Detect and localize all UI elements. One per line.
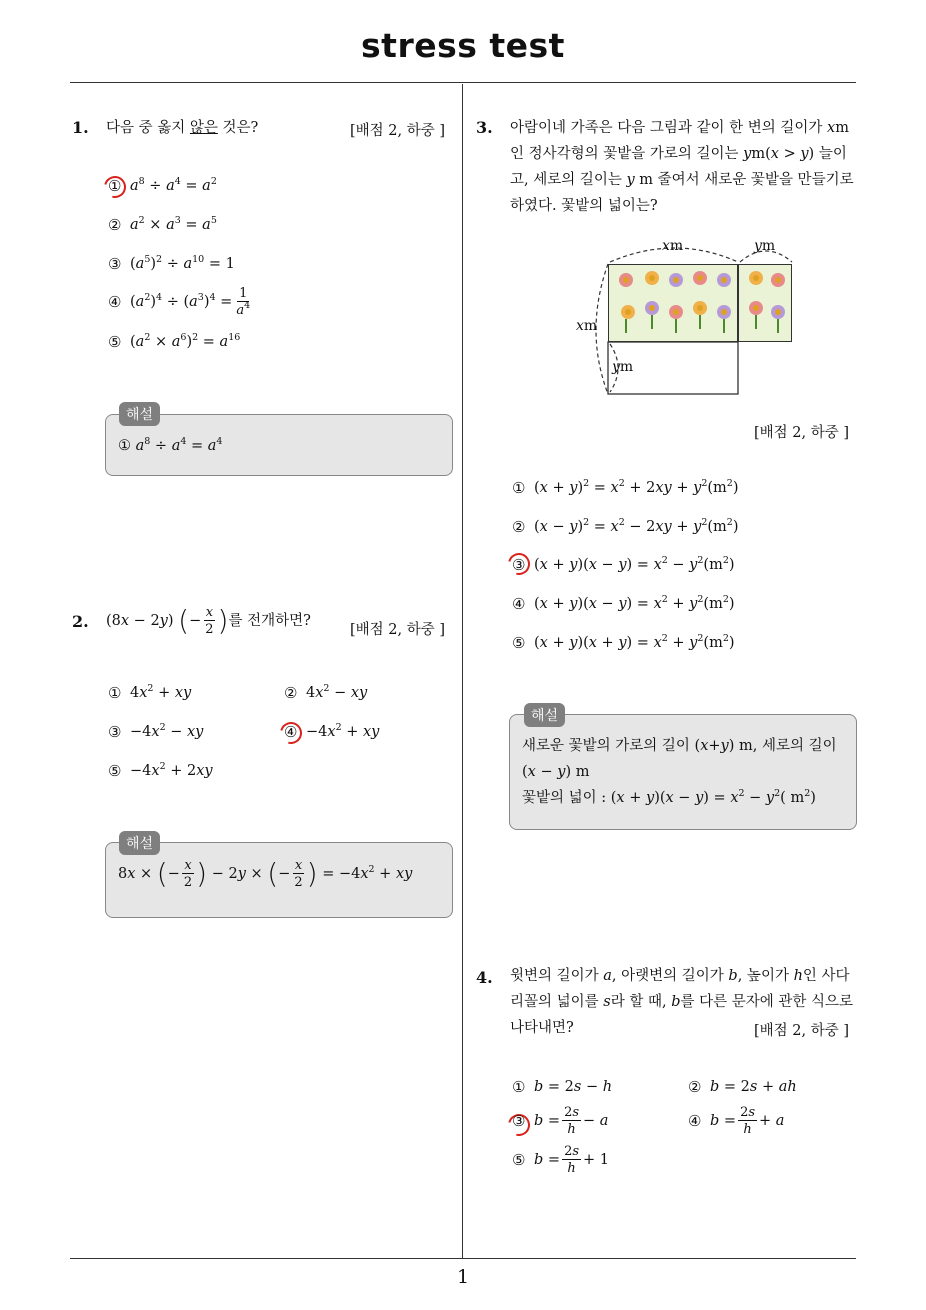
q3-text: 아람이네 가족은 다음 그림과 같이 한 변의 길이가 xm 인 정사각형의 꽃밭을 가로의 길이는 ym(x > y) 늘이 고, 세로의 길이는 y m 줄여서 새로운 꽃밭을 만들기로 하였다. 꽃밭의 넓이는?	[510, 120, 854, 214]
q1-solution-text: ① $a^8 \div a^4 = a^4$	[118, 436, 223, 454]
flower-icon	[717, 273, 731, 287]
q3-option-5[interactable]: ⑤ $(x + y)(x + y) = x^2 + y^2(m^2)$	[512, 633, 735, 652]
flower-icon	[771, 305, 785, 319]
q1-number: 1.	[72, 118, 89, 137]
flower-icon	[749, 301, 763, 315]
q2-option-5[interactable]: ⑤ $-4x^2 + 2xy$	[108, 761, 213, 780]
flower-icon	[619, 273, 633, 287]
q3-label-y-left: ym	[612, 359, 634, 375]
q3-solution-tag: 해설	[524, 703, 565, 727]
flower-icon	[645, 301, 659, 315]
q2-option-4[interactable]: ④ $-4x^2$ + xy	[284, 722, 380, 741]
q3-flower-grid	[608, 264, 792, 342]
q2-score: [배점 2, 하중 ]	[350, 622, 446, 638]
flower-icon	[771, 273, 785, 287]
header-rule	[70, 82, 856, 83]
flower-icon	[717, 305, 731, 319]
q1-option-5[interactable]: ⑤ $(a^2 \times a^6)^2 = a^{16}$	[108, 332, 241, 351]
q3-flowerbed-figure	[570, 236, 810, 398]
column-divider	[462, 84, 463, 1258]
q3-solution-text: 새로운 꽃밭의 가로의 길이 (x+y) m, 세로의 길이 (x − y) m 꽃밭의 넓이 : $(x + y)(x - y) = x^2 - y^2$( $m^2$)	[522, 738, 837, 806]
q4-number: 4.	[476, 968, 493, 987]
footer-rule	[70, 1258, 856, 1259]
q4-option-3[interactable]: ③ b = $\frac{2s}{h}$ − a	[512, 1105, 609, 1137]
q1-option-4[interactable]: ④ $(a^2)^4 \div (a^3)^4$ = $\frac{1}{a^4}$	[108, 286, 251, 318]
flower-icon	[693, 271, 707, 285]
q2-solution-text: 8x × ( − $\frac{x}{2}$ ) − 2y × ( − $\frac{x}{2}$ ) = $-4x^2$ + xy	[118, 857, 413, 890]
q3-score: [배점 2, 하중 ]	[754, 425, 850, 441]
flower-icon	[693, 301, 707, 315]
q1-option-1[interactable]: ① $a^8 \div a^4 = a^2$	[108, 176, 217, 195]
page-title: stress test	[361, 26, 565, 65]
q2-text: (8x − 2y) ( − $\frac{x}{2}$ ) 를 전개하면?	[106, 604, 311, 637]
q3-option-3[interactable]: ③ $(x + y)(x - y) = x^2 - y^2(m^2)$	[512, 555, 735, 574]
q1-text: 다음 중 옳지 않은 것은?	[106, 120, 259, 136]
q4-score: [배점 2, 하중 ]	[754, 1023, 850, 1039]
q4-option-1[interactable]: ① b = 2s − h	[512, 1078, 613, 1096]
flower-icon	[669, 305, 683, 319]
q1-option-2[interactable]: ② $a^2 \times a^3 = a^5$	[108, 215, 217, 234]
flower-icon	[645, 271, 659, 285]
q3-option-1[interactable]: ① $(x + y)^2 = x^2 + 2xy + y^2(m^2)$	[512, 478, 739, 497]
q1-solution-tag: 해설	[119, 402, 160, 426]
page-number: 1	[456, 1266, 470, 1288]
q2-option-2[interactable]: ② $4x^2$ − xy	[284, 683, 368, 702]
q4-option-5[interactable]: ⑤ b = $\frac{2s}{h}$ + 1	[512, 1144, 609, 1176]
flower-icon	[621, 305, 635, 319]
flower-icon	[749, 271, 763, 285]
q4-text: 윗변의 길이가 a, 아랫변의 길이가 b, 높이가 h인 사다 리꼴의 넓이를 s라 할 때, b를 다른 문자에 관한 식으로 나타내면?	[510, 968, 853, 1036]
q3-option-4[interactable]: ④ $(x + y)(x - y) = x^2 + y^2(m^2)$	[512, 594, 735, 613]
q3-label-y-top: ym	[754, 238, 776, 254]
q4-option-2[interactable]: ② b = 2s + ah	[688, 1078, 797, 1096]
q3-label-x-left: xm	[576, 318, 598, 334]
q3-label-x-top: xm	[662, 238, 684, 254]
q2-option-3[interactable]: ③ $-4x^2$ − xy	[108, 722, 204, 741]
flower-icon	[669, 273, 683, 287]
q4-option-4[interactable]: ④ b = $\frac{2s}{h}$ + a	[688, 1105, 785, 1137]
q2-solution-tag: 해설	[119, 831, 160, 855]
q1-option-3[interactable]: ③ $(a^5)^2 \div a^{10} = 1$	[108, 254, 235, 273]
q3-option-2[interactable]: ② $(x - y)^2 = x^2 - 2xy + y^2(m^2)$	[512, 517, 739, 536]
q1-score: [배점 2, 하중 ]	[350, 123, 446, 139]
q3-number: 3.	[476, 118, 493, 137]
q2-number: 2.	[72, 612, 89, 631]
q2-option-1[interactable]: ① $4x^2$ + xy	[108, 683, 192, 702]
